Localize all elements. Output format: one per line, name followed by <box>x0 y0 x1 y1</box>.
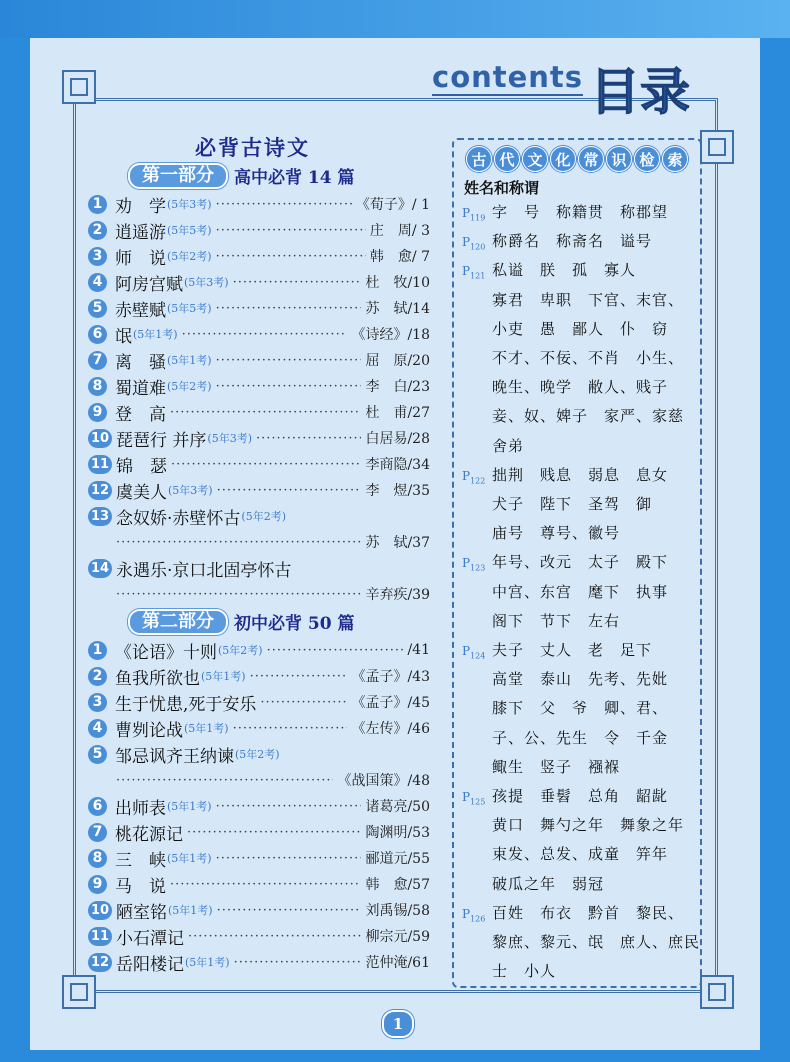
entry-title: 鱼我所欲也 <box>115 668 200 689</box>
index-terms: 束发、总发、成童 笄年 <box>492 845 669 864</box>
entry-number: 2 <box>88 221 107 240</box>
entry-title: 逍遥游 <box>115 222 166 243</box>
contents-heading: contents <box>432 60 584 94</box>
leader-dots <box>216 353 362 368</box>
entry-exam-note: (5年2考) <box>241 510 286 523</box>
leader-dots <box>182 327 348 342</box>
leader-dots <box>188 929 361 944</box>
page-number: 1 <box>382 1010 414 1038</box>
index-line <box>462 405 737 426</box>
culture-index-subtitle: 姓名和称谓 <box>464 179 540 197</box>
entry-exam-note: (5年5考) <box>167 224 212 237</box>
index-line <box>462 522 737 543</box>
toc-entry <box>88 373 430 399</box>
index-terms: 阁下 节下 左右 <box>492 611 621 630</box>
index-line <box>462 259 707 280</box>
entry-author-page: 诸葛亮/50 <box>365 799 430 815</box>
entry-number: 7 <box>88 823 107 842</box>
index-title-char: 化 <box>550 146 576 172</box>
entry-title: 师 说 <box>115 248 166 269</box>
entry-exam-note: (5年1考) <box>201 670 246 683</box>
entry-author-page: 刘禹锡/58 <box>365 903 430 919</box>
index-terms: 破瓜之年 弱冠 <box>492 874 605 893</box>
entry-exam-note: (5年5考) <box>167 302 212 315</box>
frame-corner <box>62 975 96 1009</box>
part-text: 高中必背 14 篇 <box>234 168 355 188</box>
entry-author-page: 《孟子》/43 <box>351 669 430 685</box>
entry-exam-note: (5年1考) <box>133 328 178 341</box>
entry-author-page: 苏 轼/37 <box>365 535 430 551</box>
entry-number: 7 <box>88 351 107 370</box>
leader-dots <box>216 379 362 394</box>
entry-author-page: 《荀子》/ 1 <box>355 197 430 213</box>
entry-exam-note: (5年2考) <box>167 250 212 263</box>
index-terms: 字 号 称籍贯 称郡望 <box>492 203 669 221</box>
entry-number: 10 <box>88 901 112 920</box>
index-line <box>462 230 707 251</box>
entry-author-page: 《左传》/46 <box>351 721 430 737</box>
toc-entry <box>88 269 430 295</box>
entry-number: 1 <box>88 195 107 214</box>
toc-entry <box>88 503 430 529</box>
leader-dots <box>116 535 361 550</box>
toc-entry-continued <box>112 767 430 793</box>
entry-author-page: /41 <box>407 642 430 658</box>
page-sub: 121 <box>470 271 486 281</box>
part-text: 初中必背 50 篇 <box>234 614 355 634</box>
index-title-char: 文 <box>522 146 548 172</box>
index-line <box>462 464 707 485</box>
entry-number: 6 <box>88 325 107 344</box>
index-line <box>462 610 737 631</box>
entry-author-page: 柳宗元/59 <box>365 929 430 945</box>
page-sub: 119 <box>470 213 486 223</box>
entry-author-page: 《诗经》/18 <box>351 327 430 343</box>
index-title-char: 代 <box>494 146 520 172</box>
index-page-ref <box>462 644 492 660</box>
leader-dots <box>216 851 362 866</box>
index-terms: 小吏 愚 鄙人 仆 窃 <box>492 319 669 338</box>
entry-title: 虞美人 <box>116 482 167 503</box>
entry-number: 5 <box>88 745 107 764</box>
entry-exam-note: (5年2考) <box>167 380 212 393</box>
leader-dots <box>267 643 404 658</box>
entry-title: 邹忌讽齐王纳谏 <box>115 746 234 767</box>
index-line <box>462 697 737 718</box>
leader-dots <box>233 721 348 736</box>
page-letter: P <box>462 468 471 483</box>
leader-dots <box>216 799 362 814</box>
entry-number: 5 <box>88 299 107 318</box>
index-terms: 晚生、晚学 敝人、贱子 <box>492 378 669 397</box>
entry-title: 离 骚 <box>115 352 166 373</box>
entry-author-page: 韩 愈/ 7 <box>369 249 430 265</box>
toc-entry <box>88 949 430 975</box>
toc-entry <box>88 295 430 321</box>
part-two-header <box>128 609 355 634</box>
index-line <box>462 551 707 572</box>
index-terms: 妾、奴、婢子 家严、家慈 <box>492 407 685 426</box>
entry-number: 6 <box>88 797 107 816</box>
entry-author-page: 范仲淹/61 <box>365 955 430 971</box>
entry-number: 12 <box>88 953 112 972</box>
page-sub: 122 <box>470 476 486 486</box>
entry-exam-note: (5年1考) <box>168 904 213 917</box>
entry-title: 念奴娇·赤壁怀古 <box>116 508 241 529</box>
index-title-char: 索 <box>662 146 688 172</box>
entry-title: 氓 <box>115 326 132 347</box>
entry-author-page: 《战国策》/48 <box>337 773 430 789</box>
entry-number: 9 <box>88 403 107 422</box>
index-title-char: 古 <box>466 146 492 172</box>
index-line <box>462 581 737 602</box>
entry-title: 陋室铭 <box>116 902 167 923</box>
index-terms: 黄口 舞勺之年 舞象之年 <box>492 816 685 835</box>
entry-number: 12 <box>88 481 112 500</box>
entry-title: 出师表 <box>115 798 166 819</box>
page-letter: P <box>462 644 471 658</box>
index-line <box>462 376 737 397</box>
index-terms: 中宫、东宫 麾下 执事 <box>492 582 669 601</box>
entry-number: 4 <box>88 719 107 738</box>
leader-dots <box>234 955 362 970</box>
index-line <box>462 873 737 894</box>
toc-entry <box>88 451 430 477</box>
entry-title: 琵琶行 并序 <box>116 430 207 451</box>
part-one-header <box>128 163 355 188</box>
entry-exam-note: (5年2考) <box>218 644 263 657</box>
entry-title: 岳阳楼记 <box>116 954 184 975</box>
toc-entry <box>88 689 430 715</box>
index-line <box>462 756 737 777</box>
entry-title: 马 说 <box>115 876 166 897</box>
toc-entry <box>88 845 430 871</box>
entry-number: 4 <box>88 273 107 292</box>
entry-number: 13 <box>88 507 112 526</box>
leader-dots <box>170 877 361 892</box>
toc-entry <box>88 425 430 451</box>
entry-number: 8 <box>88 849 107 868</box>
index-terms: 高堂 泰山 先考、先妣 <box>492 670 669 689</box>
toc-entry <box>88 555 430 581</box>
entry-title: 三 峡 <box>115 850 166 871</box>
page-sub: 120 <box>470 242 486 252</box>
mulu-heading: 目录 <box>590 63 690 121</box>
entry-title: 蜀道难 <box>115 378 166 399</box>
toc-entry <box>88 243 430 269</box>
entry-author-page: 《孟子》/45 <box>351 695 430 711</box>
entry-number: 9 <box>88 875 107 894</box>
index-terms: 寡君 卑职 下官、末官、 <box>492 290 685 309</box>
leader-dots <box>217 903 362 918</box>
entry-exam-note: (5年3考) <box>168 484 213 497</box>
entry-number: 2 <box>88 667 107 686</box>
index-terms: 庙号 尊号、徽号 <box>492 524 621 543</box>
entry-exam-note: (5年3考) <box>207 432 252 445</box>
entry-number: 11 <box>88 927 112 946</box>
entry-title: 《论语》十则 <box>115 642 217 663</box>
leader-dots <box>216 197 352 212</box>
entry-exam-note: (5年3考) <box>167 198 212 211</box>
entry-title: 阿房宫赋 <box>115 274 183 295</box>
entry-author-page: 杜 甫/27 <box>365 405 430 421</box>
entry-author-page: 辛弃疾/39 <box>365 587 430 603</box>
page-letter: P <box>462 235 471 250</box>
index-line <box>462 289 737 310</box>
entry-title: 赤壁赋 <box>115 300 166 321</box>
toc-entry <box>88 897 430 923</box>
index-page-ref <box>462 235 492 251</box>
entry-author-page: 庄 周/ 3 <box>369 223 430 239</box>
entry-title: 生于忧患,死于安乐 <box>115 694 257 715</box>
index-page-ref <box>462 469 492 485</box>
page-sub: 126 <box>470 914 486 924</box>
index-line <box>462 347 737 368</box>
index-line <box>462 960 737 981</box>
entry-number: 10 <box>88 429 112 448</box>
toc-entry <box>88 321 430 347</box>
index-terms: 孩提 垂髫 总角 龆龀 <box>492 787 669 805</box>
frame-corner <box>700 130 734 164</box>
index-line <box>462 727 737 748</box>
culture-index-title <box>466 146 688 172</box>
toc-entry <box>88 217 430 243</box>
entry-number: 3 <box>88 247 107 266</box>
entry-title: 小石潭记 <box>116 928 184 949</box>
index-title-char: 检 <box>634 146 660 172</box>
index-line <box>462 843 737 864</box>
part-tag: 第一部分 <box>128 163 228 189</box>
entry-author-page: 韩 愈/57 <box>365 877 430 893</box>
index-line <box>462 785 707 806</box>
frame-corner <box>62 70 96 104</box>
index-page-ref <box>462 264 492 280</box>
index-line <box>462 318 737 339</box>
index-page-ref <box>462 206 492 222</box>
index-terms: 黎庶、黎元、氓 庶人、庶民 <box>492 933 701 951</box>
toc-entry <box>88 741 430 767</box>
page-letter: P <box>462 206 471 220</box>
toc-entry-continued <box>112 529 430 555</box>
index-line <box>462 639 707 660</box>
entry-exam-note: (5年1考) <box>184 722 229 735</box>
leader-dots <box>116 773 333 788</box>
page-letter: P <box>462 906 471 921</box>
entry-exam-note: (5年1考) <box>167 800 212 813</box>
index-terms: 膝下 父 爷 卿、君、 <box>492 699 669 718</box>
page-sub: 123 <box>470 563 486 573</box>
index-line <box>462 902 707 923</box>
leader-dots <box>116 587 361 602</box>
toc-entry <box>88 793 430 819</box>
toc-entry <box>88 347 430 373</box>
index-page-ref <box>462 790 492 806</box>
index-line <box>462 668 737 689</box>
entry-number: 8 <box>88 377 107 396</box>
leader-dots <box>217 483 362 498</box>
leader-dots <box>216 223 366 238</box>
entry-author-page: 屈 原/20 <box>365 353 430 369</box>
entry-author-page: 白居易/28 <box>365 431 430 447</box>
entry-author-page: 李商隐/34 <box>365 457 430 473</box>
entry-number: 14 <box>88 559 112 578</box>
entry-title: 登 高 <box>115 404 166 425</box>
entry-exam-note: (5年2考) <box>235 748 280 761</box>
index-terms: 不才、不佞、不肖 小生、 <box>492 349 685 367</box>
index-terms: 拙荆 贱息 弱息 息女 <box>492 465 669 484</box>
page-sub: 124 <box>470 651 486 661</box>
page-letter: P <box>462 556 471 571</box>
entry-title: 曹刿论战 <box>115 720 183 741</box>
index-line <box>462 931 737 952</box>
index-line <box>462 201 707 222</box>
entry-title: 劝 学 <box>115 196 166 217</box>
toc-entry <box>88 191 430 217</box>
leader-dots <box>216 301 362 316</box>
entry-author-page: 苏 轼/14 <box>365 301 430 317</box>
entry-author-page: 郦道元/55 <box>365 851 430 867</box>
toc-entry <box>88 477 430 503</box>
entry-title: 锦 瑟 <box>116 456 167 477</box>
entry-author-page: 陶渊明/53 <box>365 825 430 841</box>
toc-entry <box>88 663 430 689</box>
part-tag: 第二部分 <box>128 609 228 635</box>
index-terms: 年号、改元 太子 殿下 <box>492 553 669 572</box>
index-title-char: 识 <box>606 146 632 172</box>
entry-author-page: 李 煜/35 <box>365 483 430 499</box>
index-page-ref <box>462 556 492 572</box>
leader-dots <box>216 249 366 264</box>
index-line <box>462 814 737 835</box>
index-line <box>462 435 737 456</box>
leader-dots <box>233 275 362 290</box>
entry-author-page: 杜 牧/10 <box>365 275 430 291</box>
index-terms: 私谥 朕 孤 寡人 <box>492 261 637 280</box>
entry-number: 3 <box>88 693 107 712</box>
top-band <box>0 0 790 38</box>
leader-dots <box>260 695 347 710</box>
index-title-char: 常 <box>578 146 604 172</box>
index-terms: 夫子 丈人 老 足下 <box>492 641 653 659</box>
leader-dots <box>187 825 361 840</box>
entry-title: 永遇乐·京口北固亭怀古 <box>116 560 292 581</box>
index-terms: 士 小人 <box>492 962 557 981</box>
index-terms: 犬子 陛下 圣驾 御 <box>492 495 653 513</box>
toc-entry <box>88 637 430 663</box>
index-terms: 舍弟 <box>492 436 525 455</box>
entry-exam-note: (5年1考) <box>167 354 212 367</box>
toc-entry <box>88 871 430 897</box>
index-line <box>462 493 737 514</box>
page-letter: P <box>462 264 471 279</box>
entry-number: 1 <box>88 641 107 660</box>
toc-entry <box>88 715 430 741</box>
index-terms: 百姓 布衣 黔首 黎民、 <box>492 903 685 922</box>
index-terms: 子、公、先生 令 千金 <box>492 728 669 747</box>
entry-exam-note: (5年1考) <box>185 956 230 969</box>
index-page-ref <box>462 907 492 923</box>
entry-number: 11 <box>88 455 112 474</box>
page-sub: 125 <box>470 797 486 807</box>
entry-title: 桃花源记 <box>115 824 183 845</box>
index-terms: 鲰生 竖子 襁褓 <box>492 757 621 776</box>
toc-entry <box>88 399 430 425</box>
page-letter: P <box>462 790 471 804</box>
entry-author-page: 李 白/23 <box>365 379 430 395</box>
leader-dots <box>170 405 361 420</box>
entry-exam-note: (5年3考) <box>184 276 229 289</box>
leader-dots <box>250 669 348 684</box>
toc-entry-continued <box>112 581 430 607</box>
leader-dots <box>171 457 361 472</box>
entry-exam-note: (5年1考) <box>167 852 212 865</box>
index-terms: 称爵名 称斋名 谥号 <box>492 232 653 251</box>
toc-entry <box>88 819 430 845</box>
leader-dots <box>256 431 361 446</box>
section-title: 必背古诗文 <box>195 135 310 160</box>
toc-entry <box>88 923 430 949</box>
